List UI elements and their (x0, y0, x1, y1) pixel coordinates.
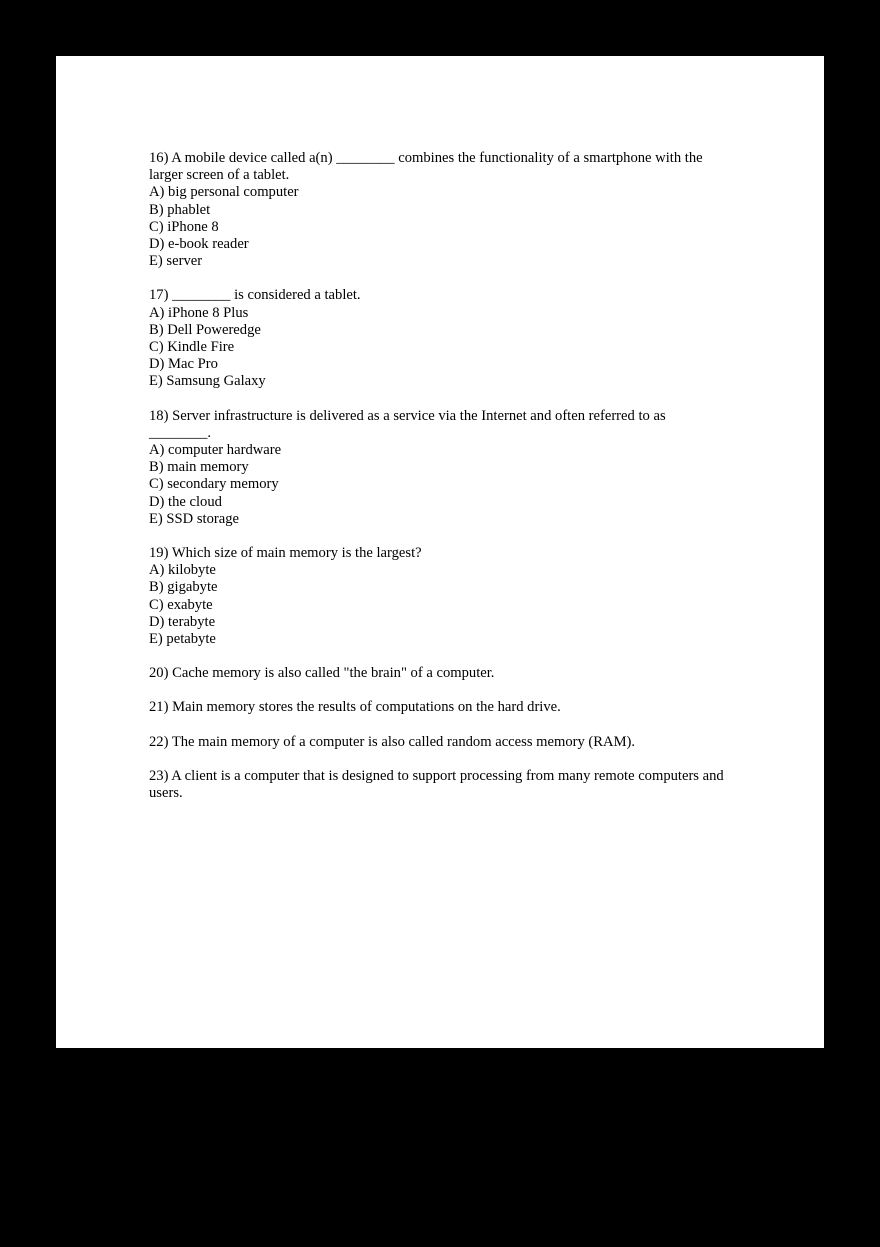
option-e: E) SSD storage (149, 510, 239, 527)
option-e: E) server (149, 253, 203, 270)
option-a: A) iPhone 8 Plus (149, 304, 249, 321)
option-b: B) phablet (149, 201, 211, 218)
question-22 (149, 734, 729, 751)
question-17 (149, 287, 729, 390)
option-d: D) Mac Pro (149, 356, 218, 373)
question-stem: 20) Cache memory is also called "the brain" of a computer. (149, 665, 495, 682)
question-23 (149, 768, 729, 802)
option-d: D) the cloud (149, 493, 222, 510)
document-page (56, 56, 824, 1048)
option-a: A) kilobyte (149, 562, 216, 579)
question-list (149, 150, 729, 819)
option-d: D) terabyte (149, 613, 216, 630)
question-stem: 22) The main memory of a computer is also called random access memory (RAM). (149, 733, 636, 750)
question-stem: 23) A client is a computer that is designed to support processing from many remote computers and users. (149, 767, 724, 802)
option-c: C) exabyte (149, 596, 213, 613)
question-stem: 21) Main memory stores the results of computations on the hard drive. (149, 699, 561, 716)
option-a: A) big personal computer (149, 184, 299, 201)
question-stem: 17) ________ is considered a tablet. (149, 287, 361, 304)
question-20 (149, 665, 729, 682)
question-21 (149, 699, 729, 716)
option-b: B) Dell Poweredge (149, 321, 261, 338)
option-b: B) main memory (149, 459, 249, 476)
question-stem: 16) A mobile device called a(n) ________ combines the functionality of a smartphone with the larger screen of a tablet. (149, 150, 703, 184)
option-c: C) secondary memory (149, 476, 279, 493)
question-stem: 18) Server infrastructure is delivered as a service via the Internet and often referred to as ________. (149, 407, 666, 441)
option-a: A) computer hardware (149, 442, 282, 459)
option-b: B) gigabyte (149, 579, 218, 596)
option-d: D) e-book reader (149, 236, 249, 253)
option-c: C) iPhone 8 (149, 218, 219, 235)
question-19 (149, 545, 729, 648)
question-18 (149, 408, 729, 528)
option-c: C) Kindle Fire (149, 339, 235, 356)
option-e: E) petabyte (149, 631, 216, 648)
question-16 (149, 150, 729, 270)
option-e: E) Samsung Galaxy (149, 373, 266, 390)
question-stem: 19) Which size of main memory is the largest? (149, 545, 422, 562)
